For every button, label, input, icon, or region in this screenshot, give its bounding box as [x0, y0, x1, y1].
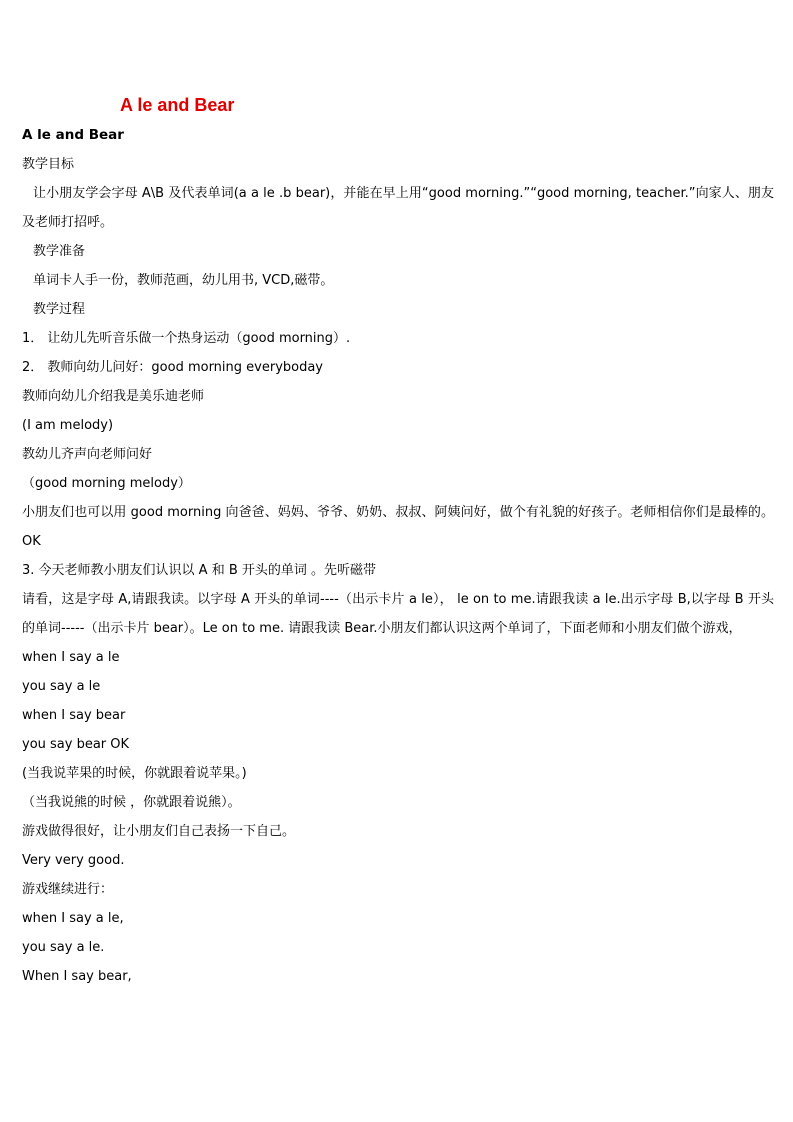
paragraph-preparation: 单词卡人手一份，教师范画，幼儿用书, VCD,磁带。 — [33, 273, 334, 288]
game-line: When I say bear, — [22, 969, 132, 984]
section-heading-preparation: 教学准备 — [33, 244, 86, 259]
game-line: you say a le — [22, 679, 101, 694]
text-line: （当我说熊的时候 ，你就跟着说熊）。 — [22, 795, 241, 810]
text-line: (当我说苹果的时候，你就跟着说苹果。) — [22, 766, 247, 781]
text-line: Very very good. — [22, 853, 125, 868]
game-line: when I say a le — [22, 650, 120, 665]
step-3: 3. 今天老师教小朋友们认识以 A 和 B 开头的单词 。先听磁带 — [22, 563, 377, 578]
paragraph-greeting: 小朋友们也可以用 good morning 向爸爸、妈妈、爷爷、奶奶、叔叔、阿姨问好，做个有礼貌的好孩子。老师相信你们是最棒的。OK — [22, 505, 774, 549]
game-line: you say a le. — [22, 940, 105, 955]
step-1: 1． 让幼儿先听音乐做一个热身运动（good morning）. — [22, 331, 351, 346]
document-body — [22, 121, 774, 991]
text-line: （good morning melody） — [22, 476, 191, 491]
text-line: 教幼儿齐声向老师问好 — [22, 447, 153, 462]
document-title: A le and Bear — [120, 95, 235, 115]
step-2: 2． 教师向幼儿问好：good morning everyboday — [22, 360, 323, 375]
section-heading-goals: 教学目标 — [22, 157, 75, 172]
text-line: (I am melody) — [22, 418, 114, 433]
subtitle: A le and Bear — [22, 127, 124, 143]
text-line: 游戏做得很好，让小朋友们自己表扬一下自己。 — [22, 824, 296, 839]
game-line: when I say a le, — [22, 911, 124, 926]
paragraph-goals: 让小朋友学会字母 A\B 及代表单词(a a le .b bear)，并能在早上用“good morning.”“good morning, teacher.”向家人、朋友及老师打招呼。 — [22, 186, 774, 230]
paragraph-cards: 请看，这是字母 A,请跟我读。以字母 A 开头的单词----（出示卡片 a le）， le on to me.请跟我读 a le.出示字母 B,以字母 B 开头的单词-----（出示卡片 bear）。Le on to me. 请跟我读 Bear.小朋友们都认识这两个单词了，下面老师和小朋友们做个游戏， — [22, 592, 774, 636]
game-line: you say bear OK — [22, 737, 130, 752]
text-line: 教师向幼儿介绍我是美乐迪老师 — [22, 389, 205, 404]
game-line: when I say bear — [22, 708, 126, 723]
text-line: 游戏继续进行： — [22, 882, 114, 897]
section-heading-process: 教学过程 — [33, 302, 86, 317]
